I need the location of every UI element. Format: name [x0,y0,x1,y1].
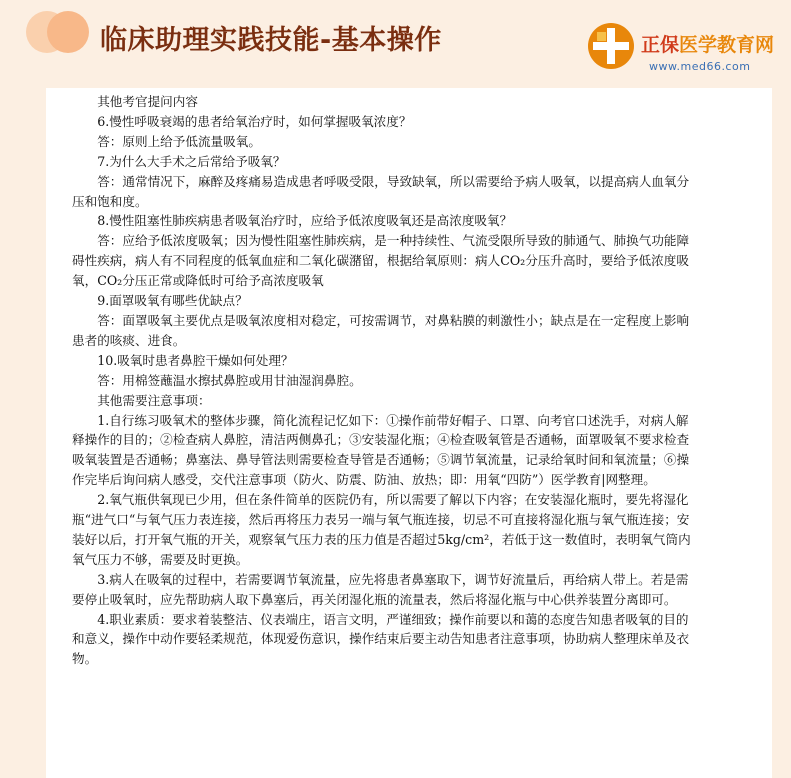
note-2: 2.氧气瓶供氧现已少用，但在条件简单的医院仍有，所以需要了解以下内容；在安装湿化瓶时，要先将湿化瓶“进气口“与氧气压力表连接，然后再将压力表另一端与氧气瓶连接，切忌不可直接将湿化瓶与氧气瓶连接；安装好以后，打开氧气瓶的开关，观察氧气压力表的压力值是否超过5kg/cm²，若低于这一数值时，表明氧气筒内氧气压力不够，需要及时更换。 [72,492,691,567]
note-3: 3.病人在吸氧的过程中，若需要调节氧流量，应先将患者鼻塞取下，调节好流量后，再给病人带上。若是需要停止吸氧时，应先帮助病人取下鼻塞后，再关闭湿化瓶的流量表，然后将湿化瓶与中心供养装置分离即可。 [72,571,689,607]
section-heading: 其他考官提问内容 [97,94,198,109]
note-1: 1.自行练习吸氧术的整体步骤，简化流程记忆如下：①操作前带好帽子、口罩、向考官口述洗手，对病人解释操作的目的；②检查病人鼻腔，清洁两侧鼻孔；③安装湿化瓶；④检查吸氧管是否通畅，面罩吸氧不要求检查吸氧装置是否通畅；鼻塞法、鼻导管法则需要检查导管是否通畅；⑤调节氧流量，记录给氧时间和氧流量；⑥操作完毕后询问病人感受，交代注意事项（防火、防震、防油、放热；即：用氧“四防”）医学教育|网整理。 [72,412,690,488]
brand-name-a: 正保 [641,34,680,56]
brand-url: www.med66.com [649,60,751,73]
cross-logo-icon [587,22,635,70]
question-7: 7.为什么大手术之后常给予吸氧？ [97,153,286,169]
brand-name [641,30,774,57]
answer-10: 答：用棉签蘸温水擦拭鼻腔或用甘油湿润鼻腔。 [97,372,362,388]
brand-name-b: 医学教育网 [679,34,775,56]
question-6: 6.慢性呼吸衰竭的患者给氧治疗时，如何掌握吸氧浓度？ [97,113,412,129]
note-4: 4.职业素质：要求着装整洁、仪表端庄，语言文明，严谨细致；操作前要以和蔼的态度告知患者吸氧的目的和意义，操作中动作要轻柔规范，体现爱伤意识，操作结束后要主动告知患者注意事项，协助病人整理床单及衣物。 [72,611,690,667]
answer-8: 答：应给予低浓度吸氧；因为慢性阻塞性肺疾病，是一种持续性、气流受限所导致的肺通气、肺换气功能障碍性疾病，病人有不同程度的低氧血症和二氧化碳潴留，根据给氧原则：病人CO₂分压升高时，要给予低浓度吸氧，CO₂分压正常或降低时可给予高浓度吸氧 [72,233,690,289]
question-8: 8.慢性阻塞性肺疾病患者吸氧治疗时，应给予低浓度吸氧还是高浓度吸氧？ [97,213,513,229]
question-9: 9.面罩吸氧有哪些优缺点？ [97,293,248,309]
page-title: 临床助理实践技能-基本操作 [100,25,442,56]
decor-circle-dark [47,11,89,53]
answer-7: 答：通常情况下，麻醉及疼痛易造成患者呼吸受限，导致缺氧，所以需要给予病人吸氧，以提高病人血氧分压和饱和度。 [72,173,690,209]
answer-6: 答：原则上给予低流量吸氧。 [97,133,261,149]
document-body [72,92,696,669]
answer-9: 答：面罩吸氧主要优点是吸氧浓度相对稳定，可按需调节，对鼻粘膜的刺激性小；缺点是在一定程度上影响患者的咳痰、进食。 [72,312,690,348]
brand-logo [583,18,773,78]
question-10: 10.吸氧时患者鼻腔干燥如何处理？ [97,352,294,368]
notes-heading: 其他需要注意事项： [97,392,211,408]
